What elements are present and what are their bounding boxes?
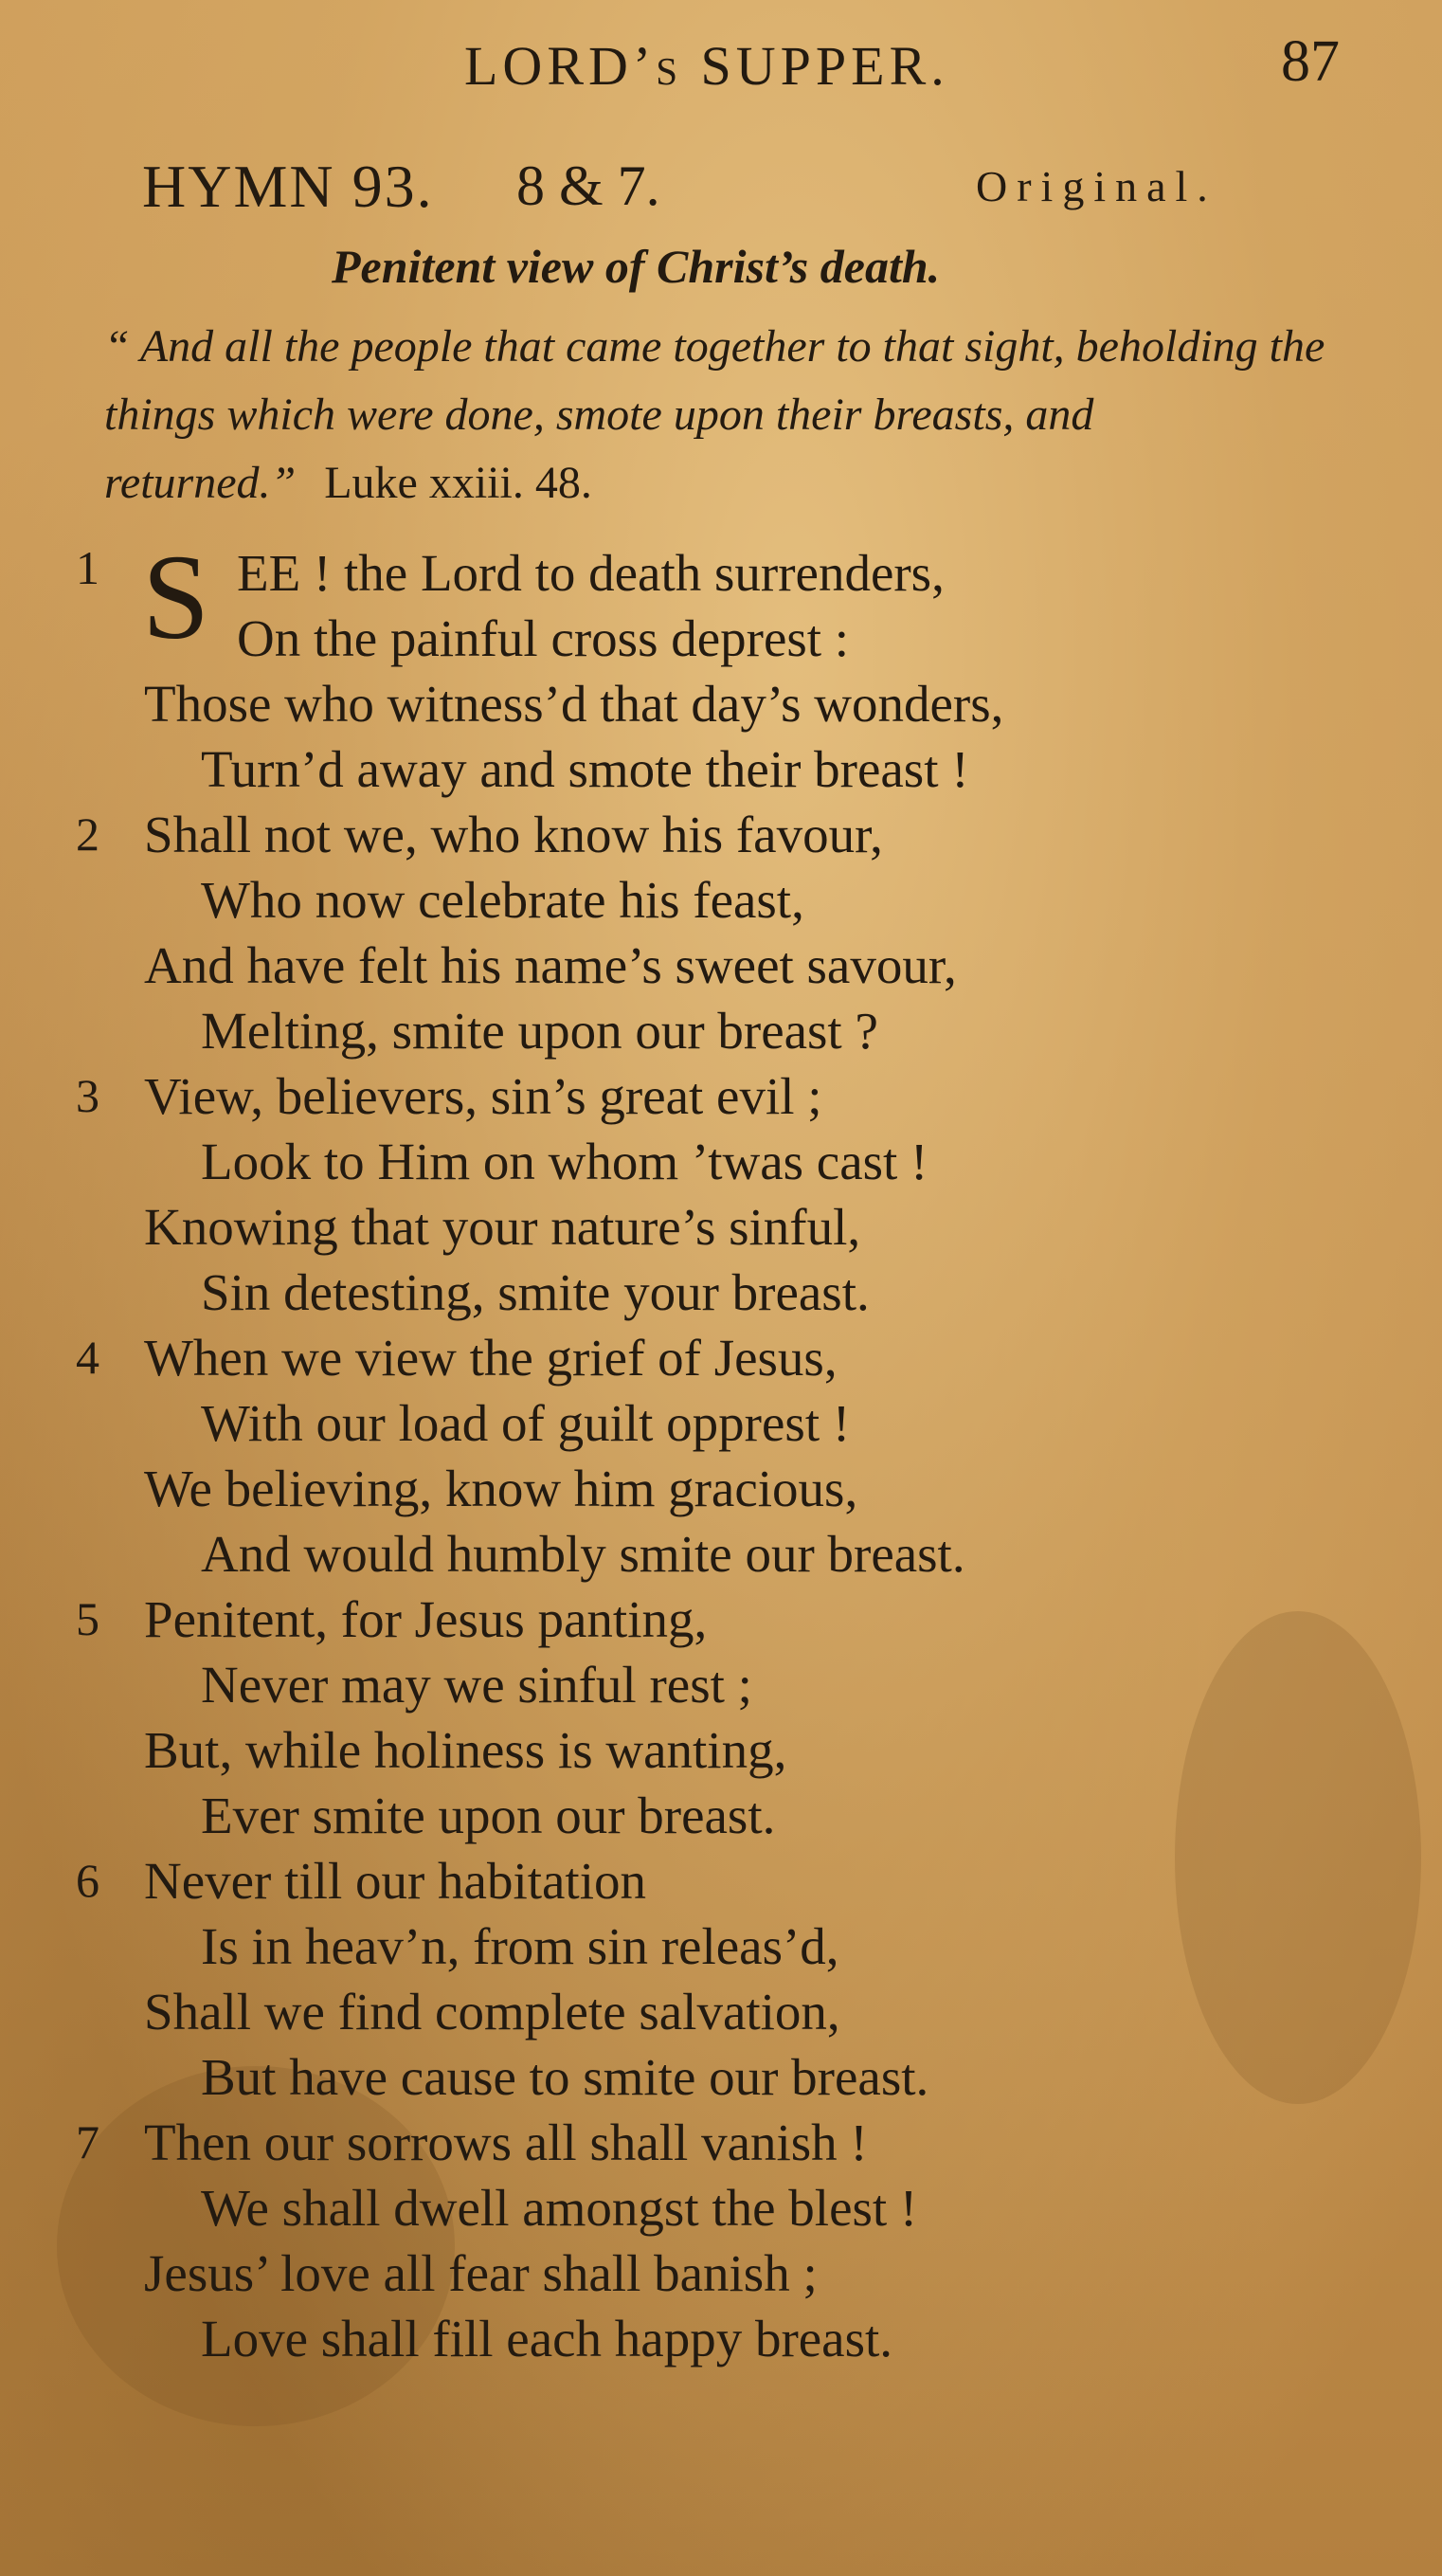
verse-line: Jesus’ love all fear shall banish ; — [144, 2244, 818, 2302]
verse-line: Ever smite upon our breast. — [201, 1787, 776, 1844]
verse-line: Shall we find complete salvation, — [144, 1983, 840, 2041]
running-head — [0, 28, 1442, 104]
verse-line: Then our sorrows all shall vanish ! — [144, 2113, 868, 2171]
verse-line: But have cause to smite our breast. — [201, 2048, 929, 2106]
drop-cap: S — [142, 530, 210, 664]
verse-number: 3 — [76, 1069, 99, 1122]
verse-line: Those who witness’d that day’s wonders, — [144, 675, 1004, 733]
verse-line: Look to Him on whom ’twas cast ! — [201, 1133, 928, 1190]
verse-line: We believing, know him gracious, — [144, 1460, 858, 1517]
verse-3 — [76, 1063, 1383, 1325]
verse-1 — [76, 530, 1383, 802]
verse-number: 7 — [76, 2115, 99, 2168]
page-number: 87 — [1281, 29, 1340, 94]
verse-number: 5 — [76, 1592, 99, 1645]
verse-line: Never may we sinful rest ; — [201, 1656, 752, 1714]
verse-number: 1 — [76, 541, 99, 594]
verse-line: With our load of guilt opprest ! — [201, 1394, 851, 1452]
verse-line: But, while holiness is wanting, — [144, 1721, 787, 1779]
verse-line: Is in heav’n, from sin releas’d, — [201, 1917, 839, 1975]
verse-4 — [76, 1325, 1383, 1587]
hymn-meter: 8 & 7. — [516, 154, 660, 217]
hymn-subtitle: Penitent view of Christ’s death. — [332, 240, 941, 293]
verse-line: We shall dwell amongst the blest ! — [201, 2179, 918, 2237]
hymn-origin: Original. — [976, 162, 1217, 210]
verse-5 — [76, 1587, 1383, 1848]
verse-line: Penitent, for Jesus panting, — [144, 1590, 708, 1648]
verse-number: 6 — [76, 1854, 99, 1907]
verse-line: Who now celebrate his feast, — [201, 871, 804, 929]
hymn-heading — [142, 152, 1326, 227]
verse-line: View, believers, sin’s great evil ; — [144, 1067, 822, 1125]
verse-6 — [76, 1848, 1383, 2110]
verse-line: Knowing that your nature’s sinful, — [144, 1198, 861, 1256]
hymn-number: HYMN 93. — [142, 153, 434, 220]
verse-line: Melting, smite upon our breast ? — [201, 1002, 878, 1060]
verse-line: EE ! the Lord to death surrenders, — [237, 544, 945, 602]
epigraph-reference: Luke xxiii. 48. — [324, 458, 592, 508]
verse-line: And would humbly smite our breast. — [201, 1525, 965, 1583]
epigraph-text: “ And all the people that came together to that sight, beholding the things which were done, smote upon their breasts, and returned.” — [104, 321, 1325, 508]
verse-line: And have felt his name’s sweet savour, — [144, 936, 957, 994]
verse-line: Turn’d away and smote their breast ! — [201, 740, 969, 798]
verse-line: Sin detesting, smite your breast. — [201, 1263, 870, 1321]
verse-2 — [76, 802, 1383, 1063]
verse-line: Never till our habitation — [144, 1852, 646, 1910]
verse-7 — [76, 2110, 1383, 2371]
verses — [76, 530, 1383, 2371]
verse-line: Shall not we, who know his favour, — [144, 806, 883, 863]
epigraph — [104, 313, 1355, 517]
verse-line: When we view the grief of Jesus, — [144, 1329, 838, 1387]
verse-number: 4 — [76, 1331, 99, 1384]
verse-line: Love shall fill each happy breast. — [201, 2310, 893, 2367]
verse-number: 2 — [76, 807, 99, 861]
verse-line: On the painful cross deprest : — [237, 609, 850, 667]
running-title: LORD’s SUPPER. — [464, 35, 949, 97]
